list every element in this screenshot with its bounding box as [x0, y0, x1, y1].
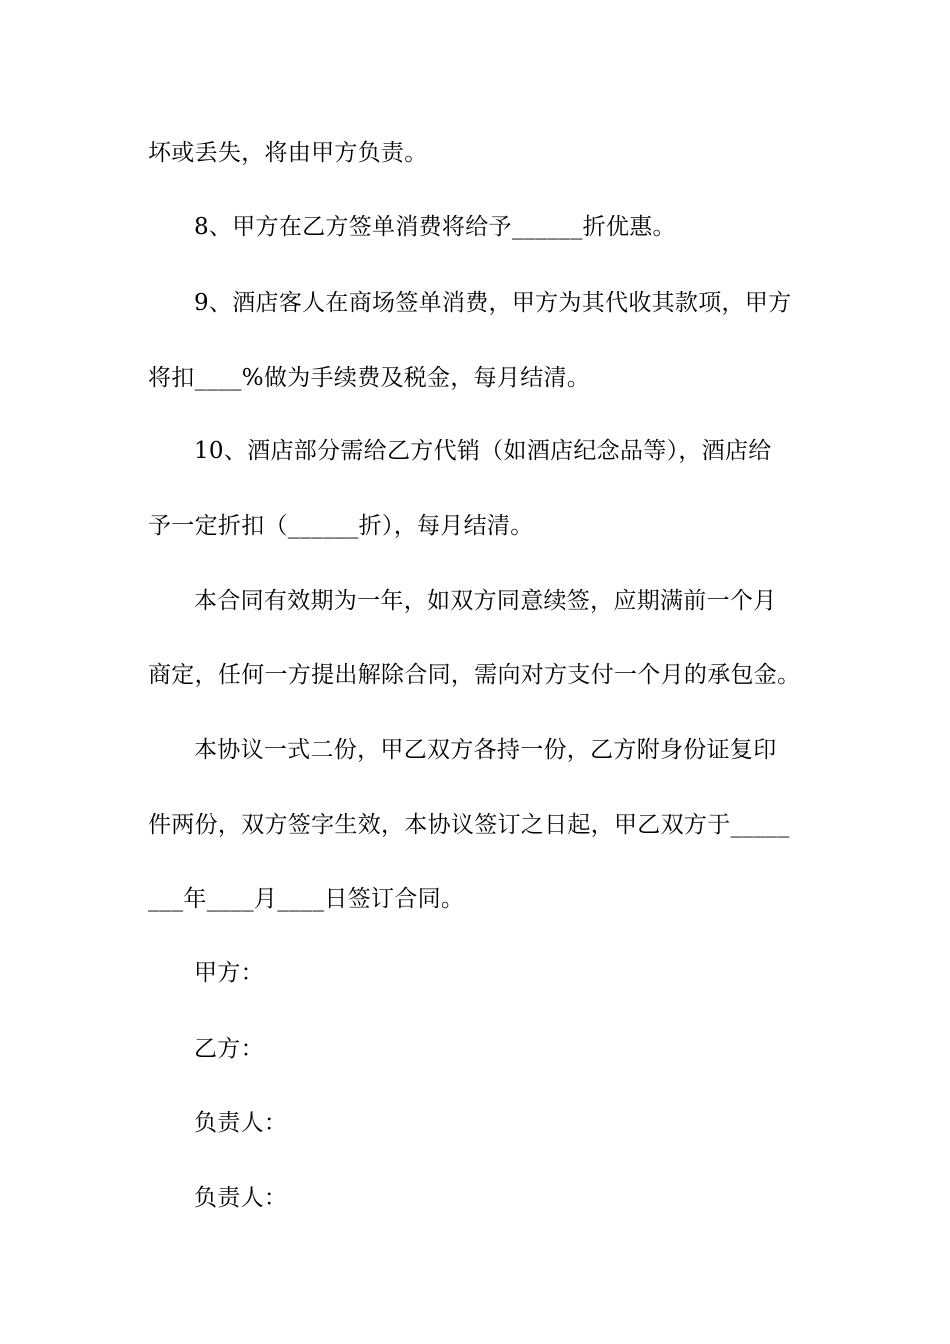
signing-date-line: ___年____月____日签订合同。: [148, 886, 465, 912]
clause-10: 10、酒店部分需给乙方代销（如酒店纪念品等），酒店给: [194, 438, 772, 464]
clause-10-continued: 予一定折扣（______折），每月结清。: [148, 513, 534, 539]
party-a-label: 甲方：: [194, 960, 264, 986]
validity-paragraph: 本合同有效期为一年，如双方同意续签，应期满前一个月: [194, 588, 777, 614]
responsible-person-a-label: 负责人：: [194, 1110, 288, 1136]
clause-9-continued: 将扣____%做为手续费及税金，每月结清。: [148, 365, 591, 391]
validity-paragraph-continued: 商定，任何一方提出解除合同，需向对方支付一个月的承包金。: [148, 662, 801, 688]
paragraph-line: 坏或丢失，将由甲方负责。: [148, 140, 428, 166]
copies-paragraph-continued: 件两份，双方签字生效，本协议签订之日起，甲乙双方于_____: [148, 812, 790, 838]
party-b-label: 乙方：: [194, 1036, 264, 1062]
responsible-person-b-label: 负责人：: [194, 1185, 288, 1211]
clause-9: 9、酒店客人在商场签单消费，甲方为其代收其款项，甲方: [194, 290, 792, 316]
copies-paragraph: 本协议一式二份，甲乙双方各持一份，乙方附身份证复印: [194, 737, 777, 763]
clause-8: 8、甲方在乙方签单消费将给予______折优惠。: [194, 214, 676, 240]
